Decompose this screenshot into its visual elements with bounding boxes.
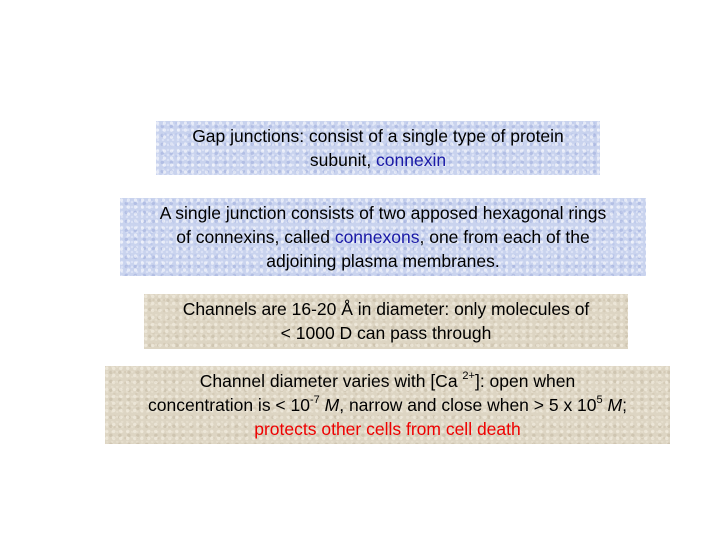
exponent-5: 5: [596, 394, 603, 407]
exponent-neg7: -7: [309, 394, 320, 407]
channel-size-box: [144, 294, 628, 349]
box1-line2: subunit, connexin: [309, 150, 447, 170]
box2-line3: adjoining plasma membranes.: [266, 251, 500, 271]
box2-line1: A single junction consists of two apposed hexagonal rings: [159, 203, 607, 223]
box3-line2: < 1000 D can pass through: [280, 323, 492, 343]
box1-line1: Gap junctions: consist of a single type of protein: [192, 126, 564, 146]
gap-junction-definition-box: [156, 121, 600, 175]
box4-line1: Channel diameter varies with [Ca $^{2+}$]: open when: [199, 370, 576, 391]
connexin-term: connexin: [376, 150, 447, 170]
calcium-regulation-box: [105, 366, 670, 444]
junction-structure-box: [120, 198, 646, 276]
box3-line1: Channels are 16-20 Å in diameter: only molecules of: [182, 299, 590, 319]
box4-line2: concentration is < $10^{-7}$ M, narrow and close when > 5 x $10^5$ M;: [148, 394, 627, 415]
connexons-term: connexons: [334, 227, 420, 247]
box2-line2: of connexins, called connexons, one from each of the: [176, 227, 590, 247]
molar-unit-1: M: [324, 395, 340, 415]
molar-unit-2: M: [607, 395, 623, 415]
protects-cells-text: protects other cells from cell death: [254, 419, 521, 439]
box4-line3: [105, 417, 670, 441]
ca-charge-superscript: 2+: [462, 370, 475, 383]
